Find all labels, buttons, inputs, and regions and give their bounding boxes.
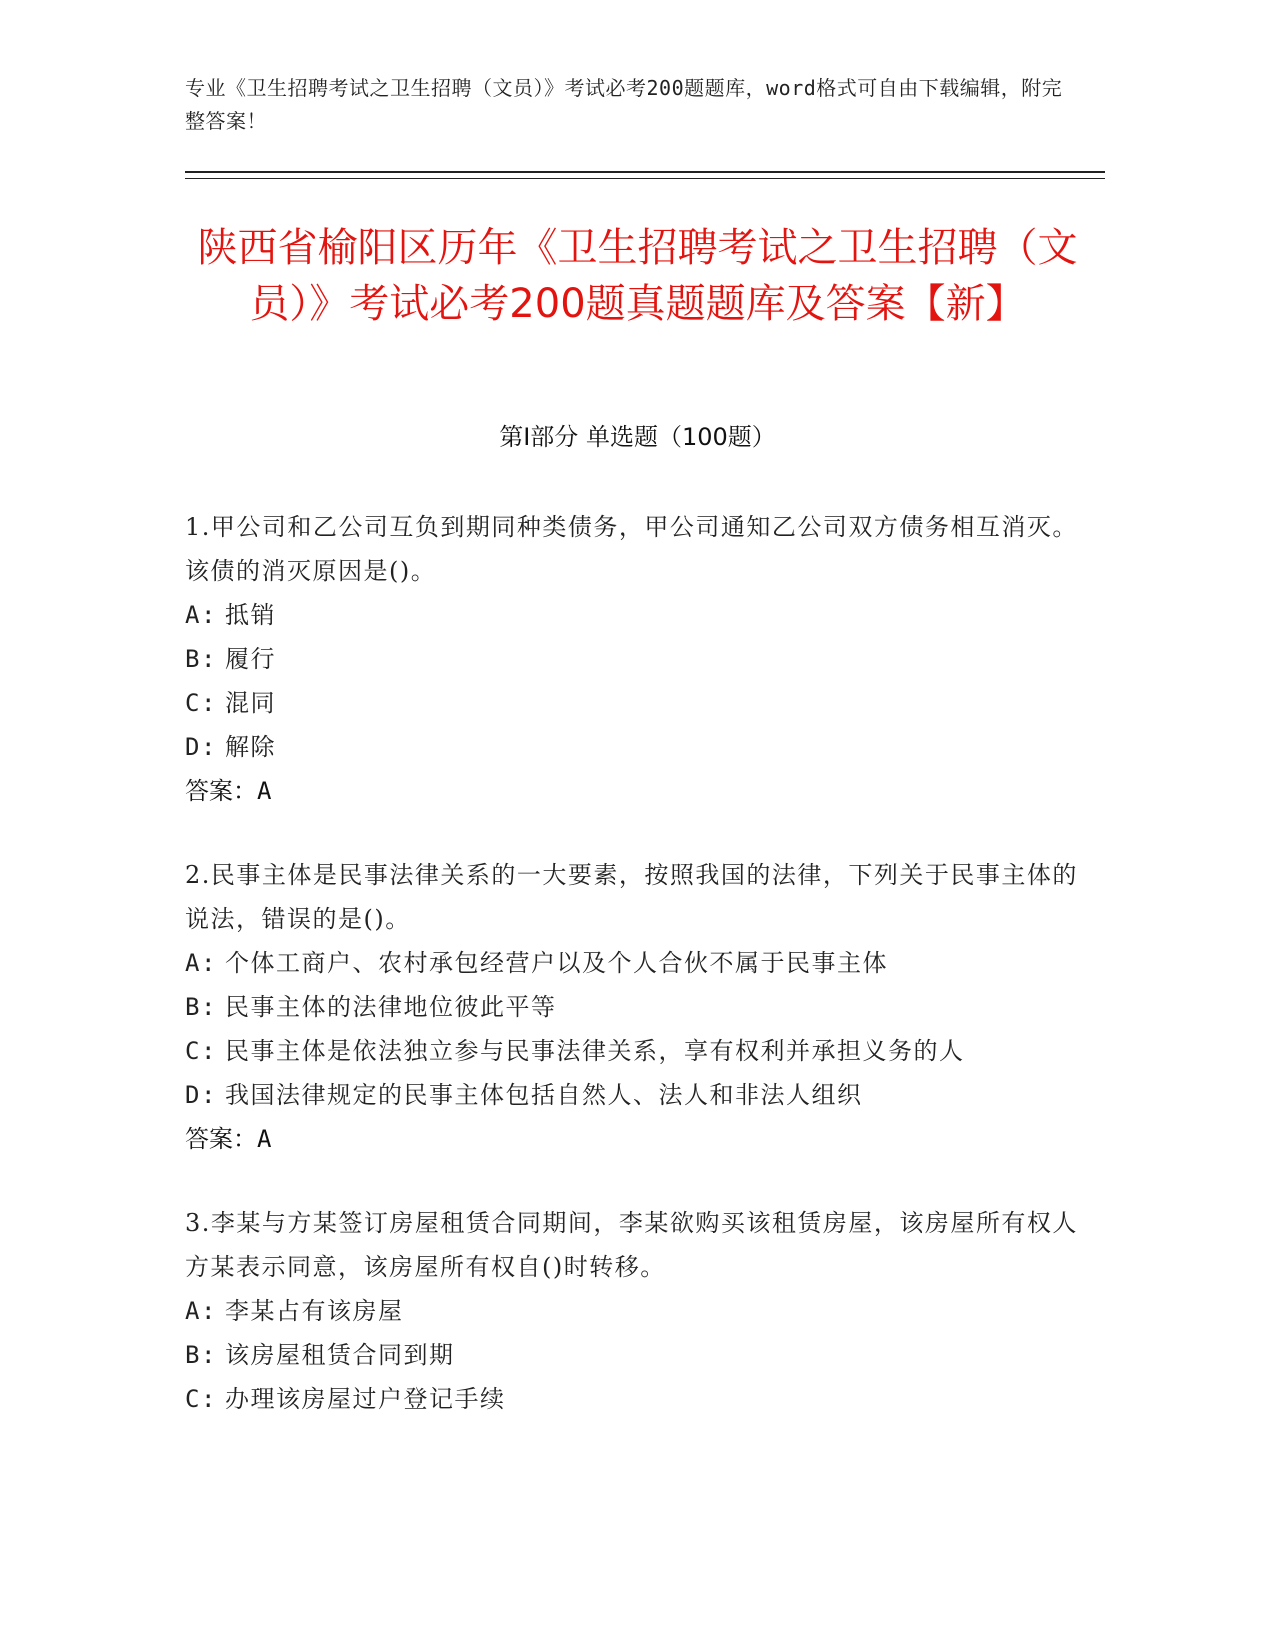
option-text: 混同 [225,689,276,717]
option-letter: D: [185,733,217,761]
option-row [185,1333,1085,1377]
option-text: 履行 [225,645,276,673]
question-list [185,505,1085,1461]
option-row [185,637,1085,681]
option-letter: B: [185,1341,217,1369]
header-rule-thick [185,171,1105,173]
document-title: 陕西省榆阳区历年《卫生招聘考试之卫生招聘（文员）》考试必考200题真题题库及答案【新】 [197,225,1078,327]
option-text: 办理该房屋过户登记手续 [225,1385,506,1413]
answer-line [185,1117,1085,1161]
option-row [185,593,1085,637]
option-row [185,1029,1085,1073]
answer-label: 答案： [185,1125,257,1153]
section-heading: 第Ⅰ部分 单选题（100题） [499,423,776,451]
option-letter: B: [185,645,217,673]
option-row [185,681,1085,725]
option-row [185,985,1085,1029]
question-stem: 2.民事主体是民事法律关系的一大要素，按照我国的法律，下列关于民事主体的说法，错误的是()。 [185,861,1078,933]
option-text: 民事主体的法律地位彼此平等 [225,993,557,1021]
answer-value: A [257,777,272,805]
option-row [185,941,1085,985]
option-row [185,725,1085,769]
question-stem: 1.甲公司和乙公司互负到期同种类债务，甲公司通知乙公司双方债务相互消灭。该债的消灭原因是()。 [185,513,1078,585]
option-text: 抵销 [225,601,276,629]
option-text: 民事主体是依法独立参与民事法律关系，享有权利并承担义务的人 [225,1037,965,1065]
option-text: 该房屋租赁合同到期 [225,1341,455,1369]
header-rule-thin [185,178,1105,179]
option-text: 我国法律规定的民事主体包括自然人、法人和非法人组织 [225,1081,863,1109]
question-item [185,853,1085,1161]
option-row [185,1289,1085,1333]
question-item [185,505,1085,813]
answer-line [185,769,1085,813]
option-letter: C: [185,1385,217,1413]
answer-label: 答案： [185,777,257,805]
option-letter: C: [185,689,217,717]
option-letter: C: [185,1037,217,1065]
option-text: 解除 [225,733,276,761]
option-text: 李某占有该房屋 [225,1297,404,1325]
option-text: 个体工商户、农村承包经营户以及个人合伙不属于民事主体 [225,949,888,977]
option-row [185,1073,1085,1117]
option-letter: A: [185,949,217,977]
option-letter: D: [185,1081,217,1109]
option-letter: A: [185,601,217,629]
option-row [185,1377,1085,1421]
question-item [185,1201,1085,1421]
header-note: 专业《卫生招聘考试之卫生招聘（文员）》考试必考200题题库，word格式可自由下载编辑，附完整答案！ [185,76,1063,133]
option-letter: B: [185,993,217,1021]
answer-value: A [257,1125,272,1153]
question-stem: 3.李某与方某签订房屋租赁合同期间，李某欲购买该租赁房屋，该房屋所有权人方某表示同意，该房屋所有权自()时转移。 [185,1209,1078,1281]
option-letter: A: [185,1297,217,1325]
